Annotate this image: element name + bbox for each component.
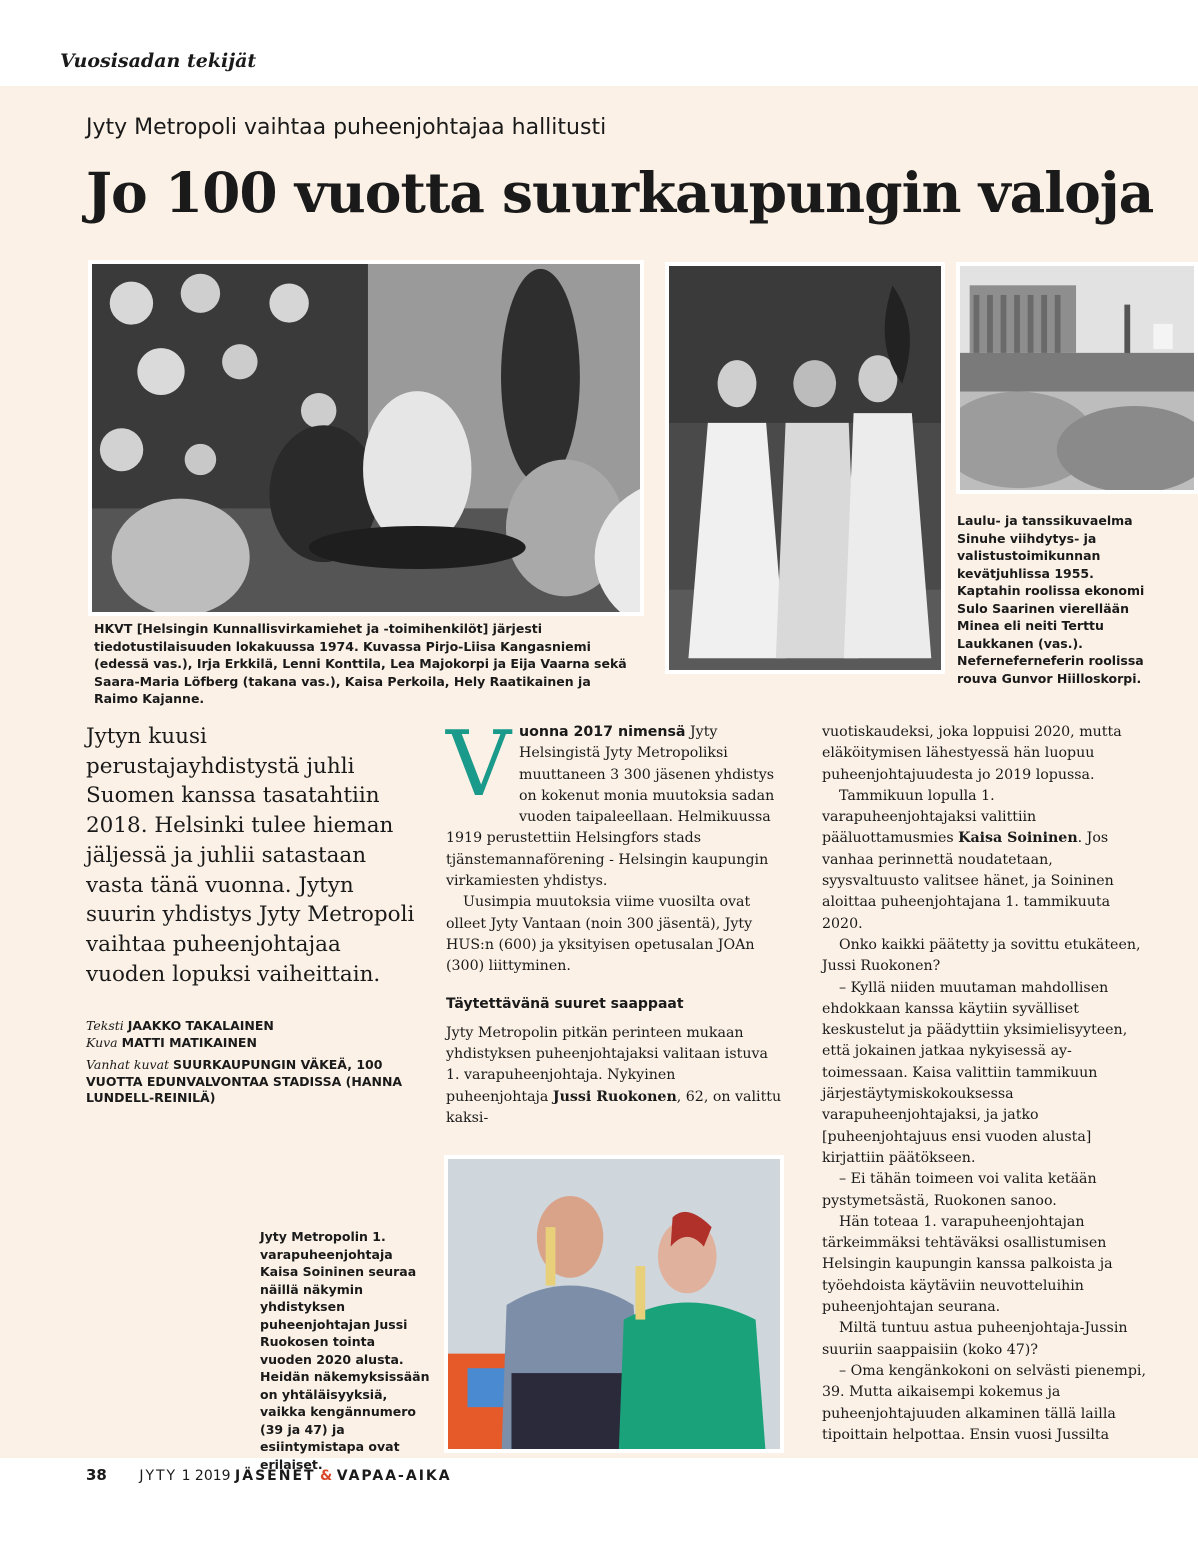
credit-photo-label: Kuva [86, 1034, 118, 1050]
photo-sinuhe-1955 [665, 262, 945, 674]
drop-cap: V [446, 712, 511, 817]
page-number: 38 [86, 1466, 107, 1484]
credit-photo-name: MATTI MATIKAINEN [121, 1034, 257, 1050]
paragraph-3-text-a: Jyty Metropolin pitkän perinteen mukaan yhdistyksen puheenjohtajaksi valitaan istuva 1. varapuheenjohtaja. Nykyinen puheenjohtaja [446, 1024, 768, 1105]
paragraph-6: – Kyllä niiden muutaman mahdollisen ehdokkaan kanssa käytiin syvälliset keskustelut ja päädyttiin yksimielisyyteen, että jokainen jatkaa nykyisessä ay-toimessaan. Kaisa valittiin tammikuun järjestäytymiskokouksessa varapuheenjohtajaksi, ja jatko [puheenjohtajuus ensi vuoden alusta] kirjattiin päätökseen. [822, 979, 1128, 1166]
paragraph-2: Uusimpia muutoksia viime vuosilta ovat olleet Jyty Vantaan (noin 300 jäsentä), Jyty HUS:n (600) ja yksityisen opetusalan JOAn (300) liittyminen. [446, 894, 755, 975]
photo-press-event-image [92, 264, 640, 612]
page-footer [86, 1466, 452, 1484]
photo-demonstration-image [960, 266, 1194, 490]
name-kaisa-soininen: Kaisa Soininen [958, 830, 1078, 847]
section-members: JÄSENET [235, 1468, 316, 1484]
caption-photo-press-event: HKVT [Helsingin Kunnallisvirkamiehet ja -toimihenkilöt] järjesti tiedotustilaisuuden lokakuussa 1974. Kuvassa Pirjo-Liisa Kangasniemi (edessä vas.), Irja Erkkilä, Lenni Konttila, Lea Majokorpi ja Eija Vaarna sekä Saara-Maria Löfberg (takana vas.), Kaisa Perkoila, Hely Raatikainen ja Raimo Kajanne. [94, 621, 627, 706]
paragraph-9: Miltä tuntuu astua puheenjohtaja-Jussin suuriin saappaisiin (koko 47)? [822, 1320, 1128, 1358]
magazine-name: JYTY [139, 1468, 178, 1484]
issue-number: 1 2019 [181, 1468, 231, 1484]
article-column-2 [446, 712, 782, 1129]
photo-press-event-1974 [88, 260, 644, 616]
article-column-3 [822, 722, 1152, 1446]
paragraph-1-leadin: uonna 2017 nimensä [519, 724, 686, 740]
caption-photo-ruokonen-soininen: Jyty Metropolin 1. varapuheenjohtaja Kaisa Soininen seuraa näillä näkymin yhdistyksen puheenjohtajan Jussi Ruokosen tointa vuoden 2020 alusta. Heidän näkemyksissään on yhtäläisyyksiä, vaikka kengännumero (39 ja 47) ja esiintymistapa ovat erilaiset. [260, 1229, 430, 1472]
photo-demonstration [956, 262, 1198, 494]
caption-photo-sinuhe: Laulu- ja tanssikuvaelma Sinuhe viihdytys- ja valistustoimikunnan kevätjuhlissa 1955. Kaptahin roolissa ekonomi Sulo Saarinen vierellään Minea eli neiti Terttu Laukkanen (vas.). Neferneferneferin roolissa rouva Gunvor Hiilloskorpi. [957, 513, 1145, 686]
paragraph-4-text-a: Tammikuun lopulla 1. varapuheenjohtajaksi valittiin pääluottamusmies [822, 787, 1037, 847]
credit-old-label: Vanhat kuvat [86, 1057, 170, 1072]
paragraph-3 [446, 1023, 782, 1129]
ampersand: & [320, 1468, 333, 1484]
credit-old-name: SUURKAUPUNGIN VÄKEÄ, 100 VUOTTA EDUNVALVONTAA STADISSA (HANNA LUNDELL-REINILÄ) [86, 1057, 403, 1105]
headline: Jo 100 vuotta suurkaupungin valoja [86, 160, 1154, 225]
kicker: Jyty Metropoli vaihtaa puheenjohtajaa hallitusti [86, 115, 607, 140]
paragraph-4-text-b: . Jos vanhaa perinnettä noudatetaan, syysvaltuusto valitsee hänet, ja Soininen aloittaa puheenjohtajana 1. tammikuuta 2020. [822, 830, 1114, 932]
section-label: Vuosisadan tekijät [60, 50, 257, 72]
paragraph-3-continued: vuotiskaudeksi, joka loppuisi 2020, mutta eläköitymisen lähestyessä hän luopuu puheenjohtajuudesta jo 2019 lopussa. [822, 724, 1122, 783]
paragraph-3-cont-marker: , 62, on valittu kaksi- [446, 1088, 782, 1127]
credit-text-label: Teksti [86, 1018, 124, 1033]
lead-paragraph: Jytyn kuusi perustajayhdistystä juhli Suomen kanssa tasatahtiin 2018. Helsinki tulee hieman jäljessä ja juhlii satastaan vasta tänä vuonna. Jytyn suurin yhdistys Jyty Metropoli vaihtaa puheenjohtajaa vuoden lopuksi vaiheittain. [86, 724, 415, 987]
credit-text-name: JAAKKO TAKALAINEN [127, 1018, 274, 1033]
paragraph-5: Onko kaikki päätetty ja sovittu etukäteen, Jussi Ruokonen? [822, 936, 1141, 975]
credits [86, 1018, 426, 1113]
photo-sinuhe-image [669, 266, 941, 670]
paragraph-8: Hän toteaa 1. varapuheenjohtajan tärkeimmäksi tehtäväksi osallistumisen Helsingin kaupungin kanssa palkoista ja työehdoista käytäviin neuvotteluihin puheenjohtajan seurana. [822, 1213, 1113, 1316]
paragraph-10: – Oma kengänkokoni on selvästi pienempi, 39. Mutta aikaisempi kokemus ja puheenjohtajuuden alkaminen tällä lailla tipoittain helpottaa. Ensin vuosi Jussilta [822, 1362, 1146, 1443]
section-leisure: VAPAA-AIKA [336, 1468, 452, 1484]
name-jussi-ruokonen: Jussi Ruokonen [552, 1088, 677, 1105]
photo-ruokonen-soininen-image [448, 1159, 780, 1449]
paragraph-4 [822, 786, 1152, 935]
paragraph-7: – Ei tähän toimeen voi valita ketään pystymetsästä, Ruokonen sanoo. [822, 1171, 1097, 1209]
photo-ruokonen-soininen [444, 1155, 784, 1453]
paragraph-1-text: Jyty Helsingistä Jyty Metropoliksi muuttaneen 3 300 jäsenen yhdistys on kokenut monia muutoksia sadan vuoden taipaleellaan. Helmikuussa 1919 perustettiin Helsingfors stads tjänstemannaförening - Helsingin kaupungin virkamiesten yhdistys. [446, 724, 775, 890]
subheading: Täytettävänä suuret saappaat [446, 995, 684, 1012]
